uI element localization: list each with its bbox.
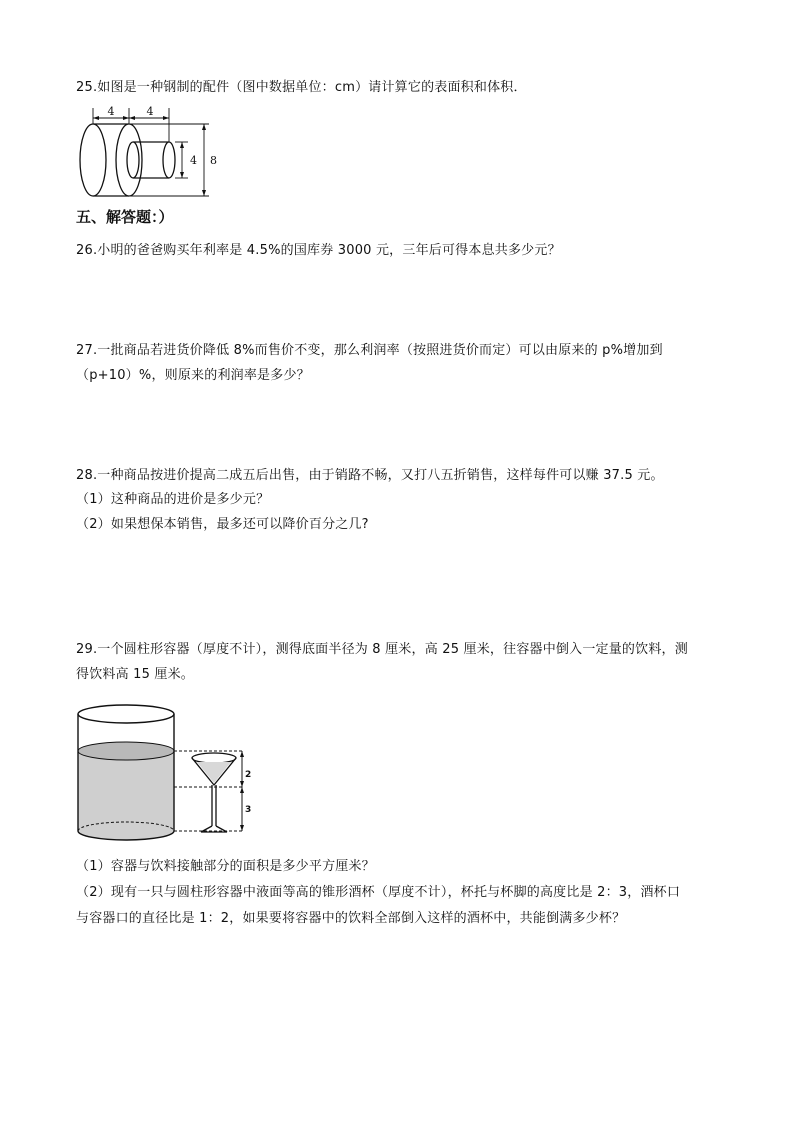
q29-text-line1: 29.一个圆柱形容器（厚度不计），测得底面半径为 8 厘米，高 25 厘米，往容器中倒入一定量的饮料，测 <box>76 642 688 657</box>
small-height-dimension <box>175 142 188 178</box>
q29-text-line2: 得饮料高 15 厘米。 <box>76 667 195 682</box>
q28-sub1: （1）这种商品的进价是多少元？ <box>76 492 270 507</box>
q27-text-line1: 27.一批商品若进货价降低 8%而售价不变，那么利润率（按照进货价而定）可以由原来的 p%增加到 <box>76 343 663 358</box>
dim-cup-height: 2 <box>245 770 252 780</box>
q25-text: 25.如图是一种钢制的配件（图中数据单位：cm）请计算它的表面积和体积． <box>76 80 527 95</box>
q28-sub2: （2）如果想保本销售，最多还可以降价百分之几? <box>76 517 369 532</box>
small-cylinder <box>127 142 175 178</box>
dim-small-height: 4 <box>190 154 197 167</box>
q26-text: 26.小明的爸爸购买年利率是 4.5%的国库券 3000 元，三年后可得本息共多少元？ <box>76 243 561 258</box>
cone-wine-glass <box>192 753 236 832</box>
dim-left-width: 4 <box>107 105 115 118</box>
q29-sub2-line1: （2）现有一只与圆柱形容器中液面等高的锥形酒杯（厚度不计），杯托与杯脚的高度比是 2：3，酒杯口 <box>76 885 681 900</box>
q29-sub2-line2: 与容器口的直径比是 1：2，如果要将容器中的饮料全部倒入这样的酒杯中，共能倒满多少杯？ <box>76 911 626 926</box>
dim-stem-height: 3 <box>245 805 252 815</box>
glass-dimensions <box>240 751 244 831</box>
q29-sub1: （1）容器与饮料接触部分的面积是多少平方厘米？ <box>76 859 375 874</box>
dim-large-height: 8 <box>210 154 217 167</box>
q25-steel-part-figure <box>76 104 226 196</box>
q27-text-line2: （p+10）%，则原来的利润率是多少？ <box>76 368 310 383</box>
cylinder-container <box>78 705 174 840</box>
q29-container-and-glass-figure <box>76 704 256 839</box>
q28-text: 28.一种商品按进价提高二成五后出售，由于销路不畅，又打八五折销售，这样每件可以赚 37.5 元。 <box>76 468 664 483</box>
section-heading: 五、解答题：） <box>76 208 174 226</box>
dim-right-width: 4 <box>146 105 154 118</box>
